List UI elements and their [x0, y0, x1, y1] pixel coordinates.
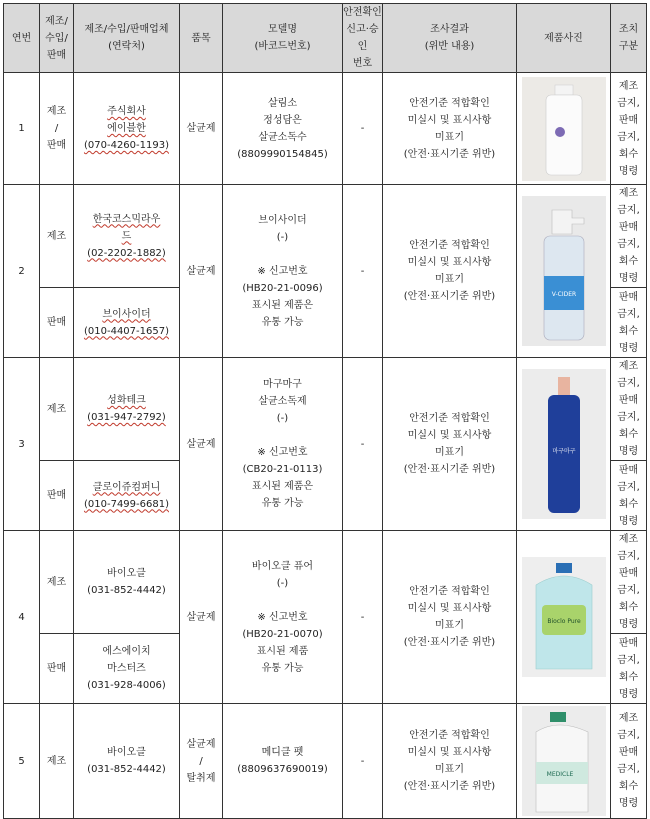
approval-cell: - — [343, 531, 383, 704]
model-cell: 마구마구 살균소독제 (-) ※ 신고번호 (CB20-21-0113) 표시된 제품은 유통 가능 — [223, 358, 343, 531]
row-number: 1 — [4, 73, 40, 185]
table-row — [4, 358, 647, 461]
photo-cell — [517, 704, 611, 819]
type-cell: 판매 — [40, 634, 74, 704]
photo-cell — [517, 73, 611, 185]
product-label: 마구마구 — [551, 448, 576, 455]
approval-cell: - — [343, 73, 383, 185]
product-photo — [522, 706, 606, 816]
product-label: MEDICLE — [546, 771, 573, 778]
photo-cell — [517, 531, 611, 704]
header-type: 제조/ 수입/ 판매 — [40, 4, 74, 73]
measure-cell: 판매 금지, 회수 명령 — [611, 288, 647, 358]
product-photo — [522, 369, 606, 519]
table-row — [4, 185, 647, 288]
item-cell: 살균제 — [180, 185, 223, 358]
table-row — [4, 704, 647, 819]
product-photo — [522, 77, 606, 181]
result-cell: 안전기준 적합확인 미실시 및 표시사항 미표기 (안전·표시기준 위반) — [383, 531, 517, 704]
measure-cell: 제조 금지, 판매 금지, 회수 명령 — [611, 73, 647, 185]
type-cell: 제조 — [40, 185, 74, 288]
item-cell: 살균제 / 탈취제 — [180, 704, 223, 819]
model-cell: 살림소 정성담은 살균소독수 (8809990154845) — [223, 73, 343, 185]
company-cell: 클로이쥬컴퍼니 (010-7499-6681) — [74, 461, 180, 531]
header-no: 연번 — [4, 4, 40, 73]
header-measure: 조치 구분 — [611, 4, 647, 73]
result-cell: 안전기준 적합확인 미실시 및 표시사항 미표기 (안전·표시기준 위반) — [383, 704, 517, 819]
company-cell: 성화테크 (031-947-2792) — [74, 358, 180, 461]
type-cell: 제조 — [40, 704, 74, 819]
company-cell: 한국코스믹라우 드 (02-2202-1882) — [74, 185, 180, 288]
item-cell: 살균제 — [180, 531, 223, 704]
row-number: 2 — [4, 185, 40, 358]
header-model: 모델명 (바코드번호) — [223, 4, 343, 73]
model-cell: 브이사이더 (-) ※ 신고번호 (HB20-21-0096) 표시된 제품은 유통 가능 — [223, 185, 343, 358]
company-cell: 주식회사 에이블한 (070-4260-1193) — [74, 73, 180, 185]
product-label: V-CIDER — [551, 291, 576, 298]
table-row — [4, 531, 647, 634]
product-photo — [522, 196, 606, 346]
row-number: 3 — [4, 358, 40, 531]
result-cell: 안전기준 적합확인 미실시 및 표시사항 미표기 (안전·표시기준 위반) — [383, 73, 517, 185]
header-photo: 제품사진 — [517, 4, 611, 73]
recall-table — [3, 3, 647, 819]
product-label: Bioclo Pure — [546, 618, 581, 625]
result-cell: 안전기준 적합확인 미실시 및 표시사항 미표기 (안전·표시기준 위반) — [383, 185, 517, 358]
header-item: 품목 — [180, 4, 223, 73]
item-cell: 살균제 — [180, 73, 223, 185]
header-result: 조사결과 (위반 내용) — [383, 4, 517, 73]
header-approval: 안전확인 신고·승인 번호 — [343, 4, 383, 73]
type-cell: 판매 — [40, 461, 74, 531]
model-cell: 메디클 펫 (8809637690019) — [223, 704, 343, 819]
row-number: 5 — [4, 704, 40, 819]
measure-cell: 판매 금지, 회수 명령 — [611, 461, 647, 531]
result-cell: 안전기준 적합확인 미실시 및 표시사항 미표기 (안전·표시기준 위반) — [383, 358, 517, 531]
type-cell: 판매 — [40, 288, 74, 358]
measure-cell: 판매 금지, 회수 명령 — [611, 634, 647, 704]
type-cell: 제조 — [40, 531, 74, 634]
type-cell: 제조 — [40, 358, 74, 461]
header-row — [4, 4, 647, 73]
table-row — [4, 73, 647, 185]
measure-cell: 제조 금지, 판매 금지, 회수 명령 — [611, 531, 647, 634]
photo-cell — [517, 185, 611, 358]
measure-cell: 제조 금지, 판매 금지, 회수 명령 — [611, 185, 647, 288]
header-company: 제조/수입/판매업체 (연락처) — [74, 4, 180, 73]
company-cell: 에스에이치 마스터즈 (031-928-4006) — [74, 634, 180, 704]
approval-cell: - — [343, 358, 383, 531]
model-cell: 바이오클 퓨어 (-) ※ 신고번호 (HB20-21-0070) 표시된 제품 유통 가능 — [223, 531, 343, 704]
company-cell: 바이오클 (031-852-4442) — [74, 531, 180, 634]
photo-cell — [517, 358, 611, 531]
measure-cell: 제조 금지, 판매 금지, 회수 명령 — [611, 704, 647, 819]
approval-cell: - — [343, 185, 383, 358]
item-cell: 살균제 — [180, 358, 223, 531]
type-cell: 제조 / 판매 — [40, 73, 74, 185]
measure-cell: 제조 금지, 판매 금지, 회수 명령 — [611, 358, 647, 461]
approval-cell: - — [343, 704, 383, 819]
product-photo — [522, 557, 606, 677]
company-cell: 바이오클 (031-852-4442) — [74, 704, 180, 819]
company-cell: 브이사이더 (010-4407-1657) — [74, 288, 180, 358]
row-number: 4 — [4, 531, 40, 704]
